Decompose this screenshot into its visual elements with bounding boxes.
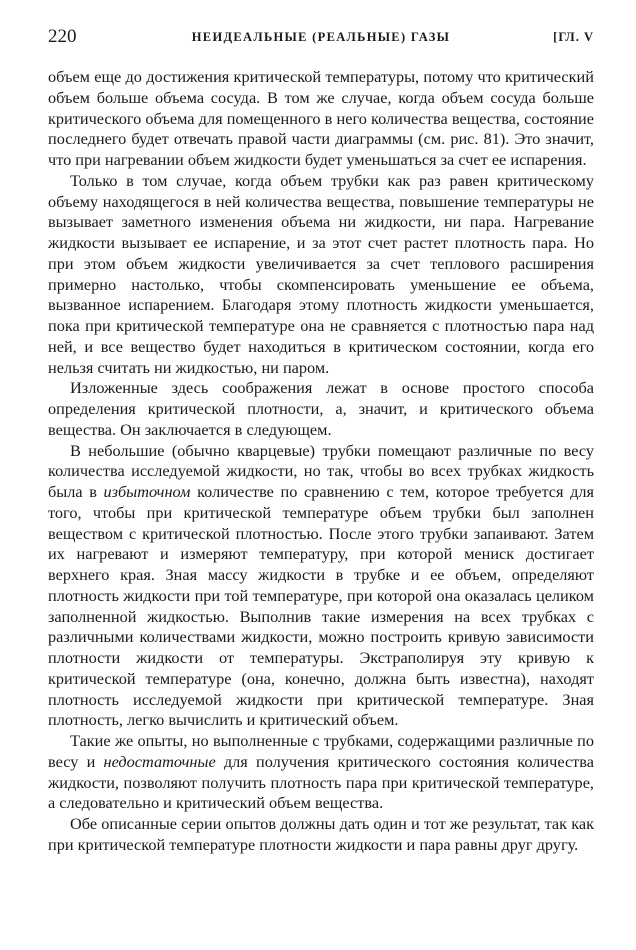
text-segment: В небольшие (обычно кварцевые) трубки помещают различные по весу количества исследуемой жидкости, но так, чтобы во всех трубках жидкость была в (48, 440, 594, 501)
emphasis-term: недостаточные (103, 751, 216, 771)
running-title: НЕИДЕАЛЬНЫЕ (РЕАЛЬНЫЕ) ГАЗЫ (191, 30, 451, 44)
text-segment: количестве по сравнению с тем, которое требуется для того, чтобы при критической температуре объем трубки был заполнен веществом с критической плотностью. После этого трубки запаивают. Затем их нагревают и измеряют температуру, при которой мениск достигает верхнего края. Зная массу жидкости в трубке и ее объем, определяют плотность жидкости при той температуре, при которой она оказалась целиком заполненной жидкостью. Выполнив такие измерения на всех трубках с различными количествами жидкости, можно построить кривую зависимости плотности жидкости от температуры. Экстраполируя эту кривую к критической температуре (она, конечно, должна быть известна), находят плотность исследуемой жидкости при критической температуре. Зная плотность, легко вычислить и критический объем. (48, 482, 594, 730)
paragraph-method-intro: Изложенные здесь соображения лежат в основе простого способа определения критической плотности, а, значит, и критического объема вещества. Он заключается в следующем. (48, 378, 594, 439)
paragraph-conclusion: Обе описанные серии опытов должны дать один и тот же результат, так как при критической температуре плотности жидкости и пара равны друг другу. (48, 814, 594, 854)
chapter-reference: [ГЛ. V (553, 30, 594, 44)
paragraph-critical-volume: Только в том случае, когда объем трубки как раз равен критическому объему находящегося в ней количества вещества, повышение температуры не вызывает заметного изменения объема ни жидкости, ни пара. Нагревание жидкости вызывает ее испарение, и за этот счет растет плотность пара. Но при этом объем жидкости увеличивается за счет теплового расширения примерно настолько, чтобы скомпенсировать уменьшение ее объема, вызванное испарением. Благодаря этому плотность жидкости уменьшается, пока при критической температуре она не сравняется с плотностью пара над ней, и все вещество будет находиться в критическом состоянии, когда его нельзя считать ни жидкостью, ни паром. (48, 170, 594, 377)
page-number: 220 (48, 26, 77, 47)
paragraph-insufficient-experiment (48, 731, 594, 814)
emphasis-term: избыточном (103, 482, 191, 501)
paragraph-continuation: объем еще до достижения критической температуры, потому что критический объем больше объема сосуда. В том же случае, когда объем сосуда больше критического объема для помещенного в него количества вещества, состояние последнего будет отвечать правой части диаграммы (см. рис. 81). Это значит, что при нагревании объем жидкости будет уменьшаться за счет ее испарения. (48, 67, 594, 169)
text-segment: для получения критического состояния количества жидкости, позволяют получить плотность пара при критической температуре, а следовательно и критический объем вещества. (48, 751, 594, 813)
paragraph-excess-experiment (48, 441, 594, 732)
body-text (48, 67, 594, 856)
text-segment: Такие же опыты, но выполненные с трубками, содержащими различные по весу и (48, 731, 594, 771)
page-header (48, 26, 594, 50)
